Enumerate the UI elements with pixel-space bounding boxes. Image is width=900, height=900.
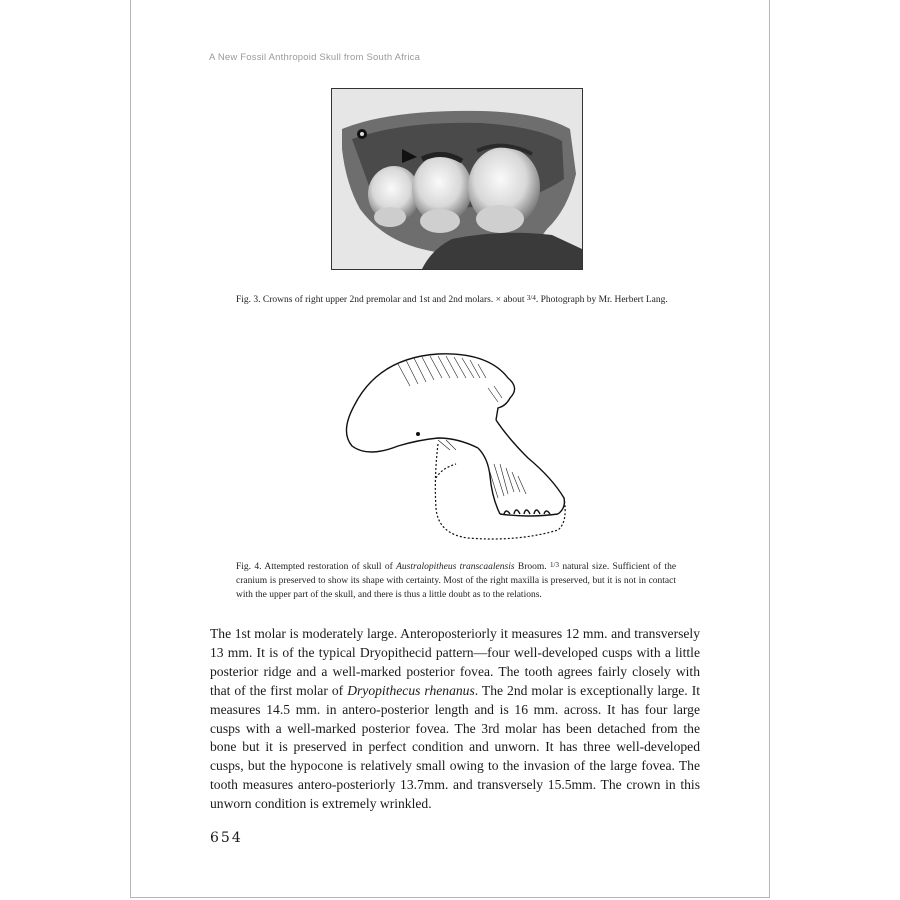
species-name: Australopitheus transcaalensis (396, 562, 515, 572)
figure-4-skull-drawing (338, 348, 570, 544)
caption-text: . Photograph by Mr. Herbert Lang. (535, 295, 668, 305)
page-number: 654 (210, 830, 243, 846)
figure-3-photograph (331, 88, 583, 270)
running-head: A New Fossil Anthropoid Skull from South Africa (209, 52, 421, 63)
fraction: 1/3 (550, 561, 559, 569)
figure-3-caption (236, 291, 676, 307)
caption-text: Broom. (517, 562, 547, 572)
caption-text: Fig. 4. Attempted restoration of skull of (236, 562, 393, 572)
caption-text: natural size. Sufficient of the cranium is preserved to show its shape with certainty. Most of the right maxilla is preserved, but it is not in contact with the upper part of the skull, and there is thus a little doubt as to the relations. (236, 562, 677, 600)
fraction: 3/4 (526, 294, 536, 302)
caption-text: Fig. 3. Crowns of right upper 2nd premolar and 1st and 2nd molars. × about (236, 295, 525, 305)
figure-4-caption (236, 558, 676, 602)
species-name: Dryopithecus rhenanus (347, 682, 475, 698)
body-paragraph: The 1st molar is moderately large. Anteroposteriorly it measures 12 mm. and transversely 13 mm. It is of the typical Dryopithecid pattern—four well-developed cusps with a little posterior ridge and a well-marked posterior fovea. The tooth agrees fairly closely with that of the first molar of Dryopithecus rhenanus. The 2nd molar is exceptionally large. It measures 14.5 mm. in antero-posterior length and is 16 mm. across. It has four large cusps with a well-marked posterior fovea. The 3rd molar has been detached from the bone but it is preserved in perfect condition and unworn. It has three well-developed cusps, but the hypocone is relatively small owing to the invasion of the large fovea. The tooth measures antero-posteriorly 13.7mm. and transversely 15.5mm. The crown in this unworn condition is extremely wrinkled. (210, 626, 700, 812)
